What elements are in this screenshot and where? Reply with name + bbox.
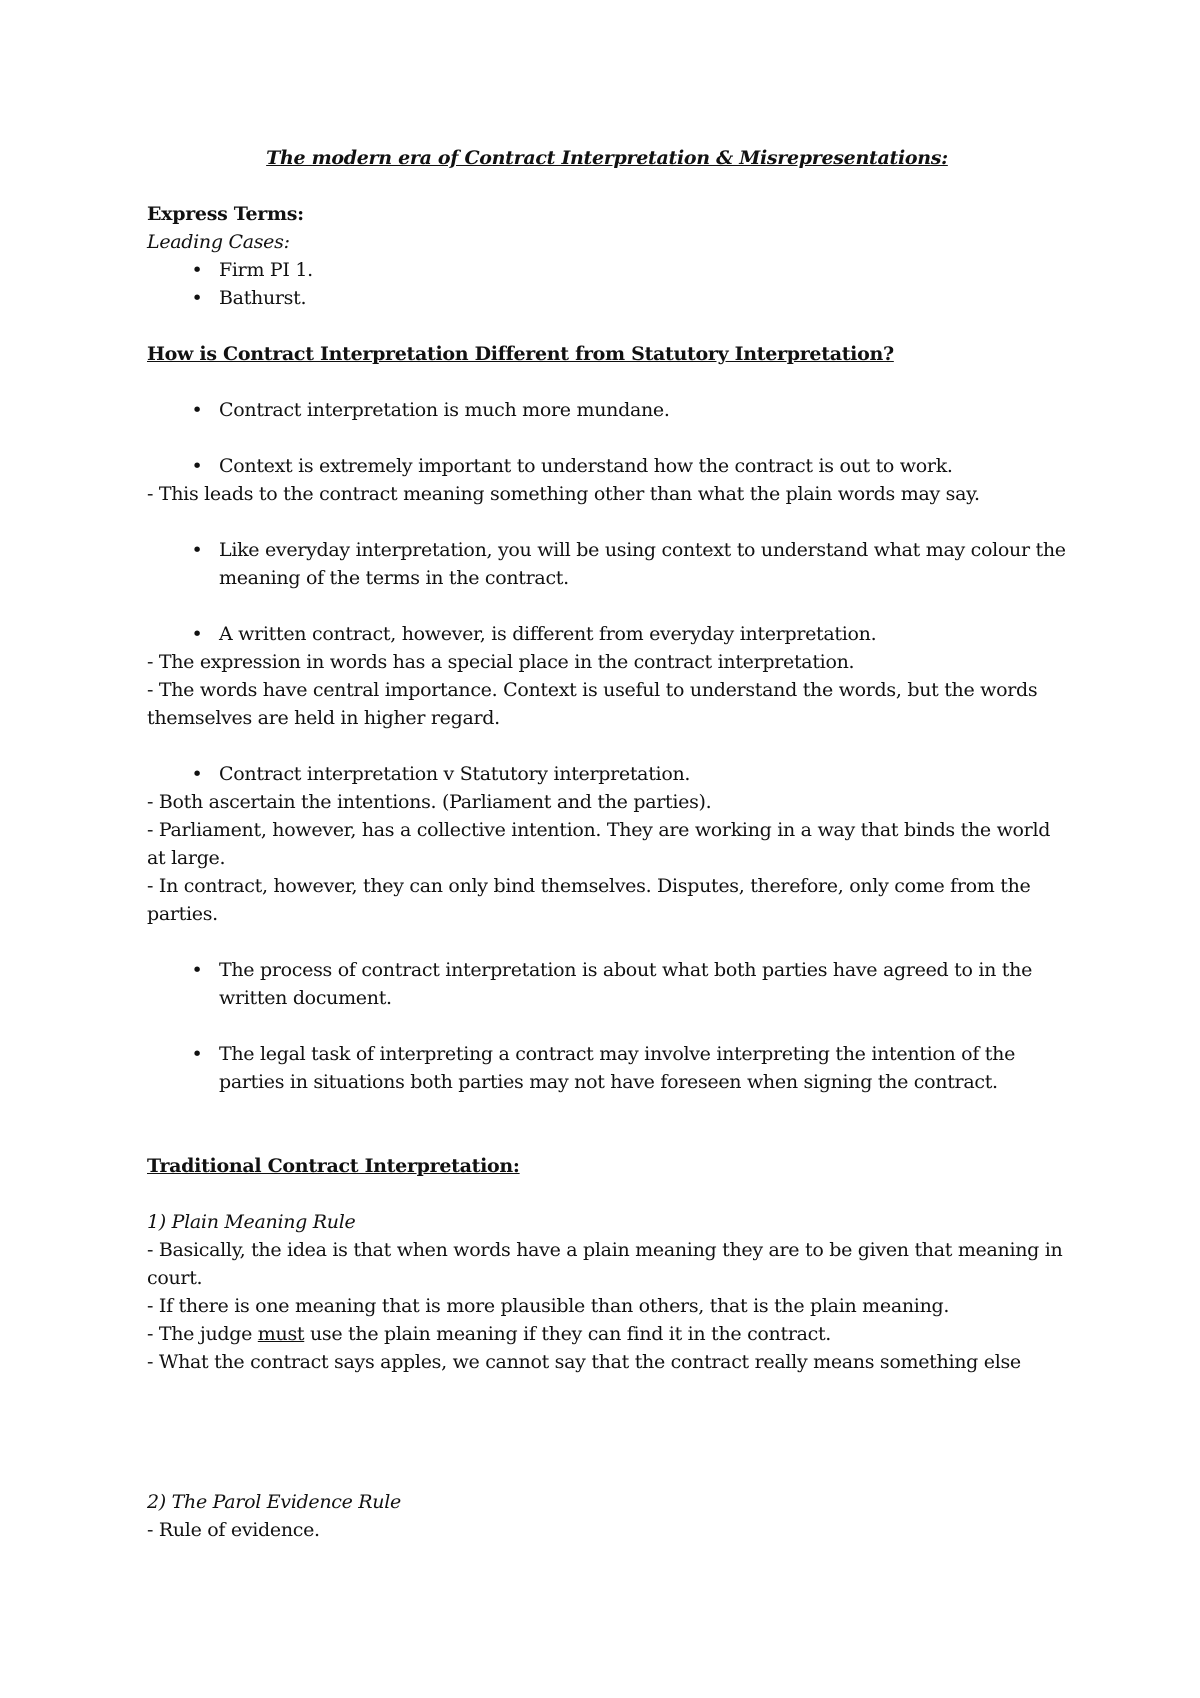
list-item [147, 956, 1067, 1012]
text-run: use the plain meaning if they can find it in the contract. [304, 1323, 832, 1345]
express-terms-heading: Express Terms: [147, 203, 304, 225]
bullet-icon: • [191, 399, 203, 421]
dash-line: - Rule of evidence. [147, 1519, 320, 1541]
bullet-text: The process of contract interpretation is about what both parties have agreed to in the written document. [219, 959, 1033, 1009]
bullet-list [147, 536, 1067, 592]
bullet-icon: • [191, 539, 203, 561]
dash-line: - Both ascertain the intentions. (Parliament and the parties). [147, 791, 712, 813]
dash-line: - If there is one meaning that is more plausible than others, that is the plain meaning. [147, 1295, 950, 1317]
list-item [147, 396, 1067, 424]
document-body [147, 144, 1067, 1544]
bullet-list [147, 396, 1067, 424]
bullet-icon: • [191, 287, 203, 309]
bullet-list [147, 1040, 1067, 1096]
list-item [147, 536, 1067, 592]
bullet-icon: • [191, 259, 203, 281]
list-item [147, 256, 1067, 284]
rule-title: 2) The Parol Evidence Rule [147, 1491, 401, 1513]
bullet-text: Contract interpretation is much more mundane. [219, 399, 670, 421]
list-item [147, 452, 1067, 480]
dash-line: - In contract, however, they can only bind themselves. Disputes, therefore, only come from the parties. [147, 875, 1031, 925]
bullet-text: Like everyday interpretation, you will be using context to understand what may colour the meaning of the terms in the contract. [219, 539, 1066, 589]
list-item [147, 1040, 1067, 1096]
dash-line [147, 1320, 1067, 1348]
bullet-icon: • [191, 1043, 203, 1065]
bullet-list [147, 956, 1067, 1012]
case-name: Firm PI 1. [219, 259, 313, 281]
bullet-icon: • [191, 763, 203, 785]
dash-line: - Basically, the idea is that when words have a plain meaning they are to be given that meaning in court. [147, 1239, 1063, 1289]
dash-line: - The words have central importance. Context is useful to understand the words, but the words themselves are held in higher regard. [147, 679, 1038, 729]
bullet-text: A written contract, however, is different from everyday interpretation. [219, 623, 877, 645]
dash-line: - What the contract says apples, we cannot say that the contract really means something else [147, 1351, 1021, 1373]
document-title: The modern era of Contract Interpretation & Misrepresentations: [266, 147, 948, 169]
list-item [147, 620, 1067, 648]
list-item [147, 760, 1067, 788]
list-item [147, 284, 1067, 312]
bullet-text: Context is extremely important to understand how the contract is out to work. [219, 455, 953, 477]
text-run: - The judge [147, 1323, 258, 1345]
emphasis-must: must [257, 1323, 305, 1345]
dash-line: - Parliament, however, has a collective intention. They are working in a way that binds the world at large. [147, 819, 1051, 869]
leading-cases-subheading: Leading Cases: [147, 231, 290, 253]
bullet-icon: • [191, 455, 203, 477]
bullet-icon: • [191, 623, 203, 645]
bullet-text: Contract interpretation v Statutory interpretation. [219, 763, 691, 785]
bullet-icon: • [191, 959, 203, 981]
case-name: Bathurst. [219, 287, 307, 309]
leading-cases-list [147, 256, 1067, 312]
bullet-text: The legal task of interpreting a contract may involve interpreting the intention of the parties in situations both parties may not have foreseen when signing the contract. [219, 1043, 1016, 1093]
section-heading-contract-vs-statutory: How is Contract Interpretation Different from Statutory Interpretation? [147, 343, 894, 365]
bullet-list [147, 760, 1067, 788]
dash-line: - This leads to the contract meaning something other than what the plain words may say. [147, 483, 980, 505]
bullet-list [147, 452, 1067, 480]
bullet-list [147, 620, 1067, 648]
dash-line: - The expression in words has a special place in the contract interpretation. [147, 651, 855, 673]
rule-title: 1) Plain Meaning Rule [147, 1211, 356, 1233]
section-heading-traditional: Traditional Contract Interpretation: [147, 1155, 520, 1177]
